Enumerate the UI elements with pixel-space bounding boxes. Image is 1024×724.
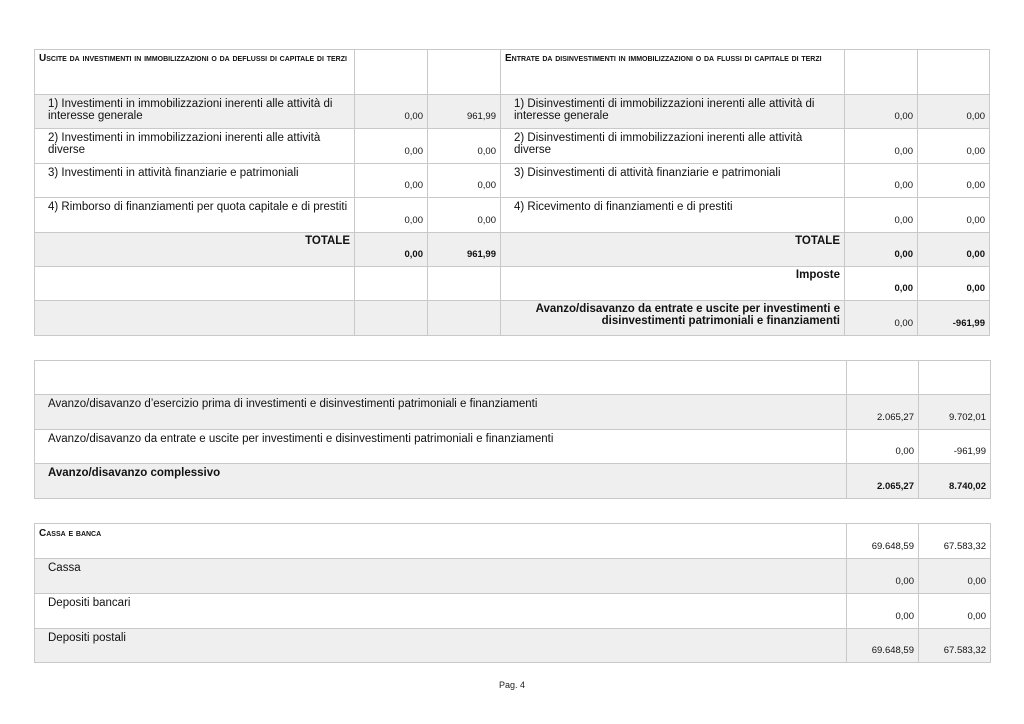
avanzo-investimenti-riepilogo-v1: 0,00 [847, 430, 919, 464]
avanzo-complessivo-v2: 8.740,02 [919, 464, 991, 499]
cassa-v1: 0,00 [847, 559, 919, 594]
entrate-row-3-v2: 0,00 [918, 164, 990, 198]
uscite-row-3-v1: 0,00 [355, 164, 428, 198]
cassa-banca-table [34, 523, 991, 663]
imposte-v1: 0,00 [845, 267, 918, 301]
entrate-totale-v1: 0,00 [845, 233, 918, 267]
uscite-row-3: 3) Investimenti in attività finanziarie e patrimoniali [35, 164, 355, 198]
entrate-row-4-v2: 0,00 [918, 198, 990, 233]
uscite-row-1: 1) Investimenti in immobilizzazioni inerenti alle attività di interesse generale [35, 95, 355, 129]
uscite-row-4-v1: 0,00 [355, 198, 428, 233]
uscite-row-2-v1: 0,00 [355, 129, 428, 164]
avanzo-investimenti-riepilogo-label: Avanzo/disavanzo da entrate e uscite per investimenti e disinvestimenti patrimoniali e finanziamenti [35, 430, 847, 464]
depositi-bancari-v1: 0,00 [847, 594, 919, 629]
investimenti-table [34, 49, 990, 336]
uscite-row-2-v2: 0,00 [428, 129, 501, 164]
cassa-v2: 0,00 [919, 559, 991, 594]
uscite-row-1-v2: 961,99 [428, 95, 501, 129]
uscite-totale-v2: 961,99 [428, 233, 501, 267]
entrate-row-1-v1: 0,00 [845, 95, 918, 129]
entrate-row-4-v1: 0,00 [845, 198, 918, 233]
entrate-row-2-v1: 0,00 [845, 129, 918, 164]
cassa-banca-v1: 69.648,59 [847, 524, 919, 559]
entrate-row-3-v1: 0,00 [845, 164, 918, 198]
entrate-totale-label: TOTALE [501, 233, 845, 267]
depositi-bancari-v2: 0,00 [919, 594, 991, 629]
entrate-totale-v2: 0,00 [918, 233, 990, 267]
entrate-row-4: 4) Ricevimento di finanziamenti e di prestiti [501, 198, 845, 233]
uscite-totale-v1: 0,00 [355, 233, 428, 267]
uscite-row-2: 2) Investimenti in immobilizzazioni inerenti alle attività diverse [35, 129, 355, 164]
avanzo-investimenti-label: Avanzo/disavanzo da entrate e uscite per investimenti e disinvestimenti patrimoniali e finanziamenti [501, 301, 845, 336]
uscite-row-3-v2: 0,00 [428, 164, 501, 198]
uscite-row-4: 4) Rimborso di finanziamenti per quota capitale e di prestiti [35, 198, 355, 233]
avanzo-investimenti-v2: -961,99 [918, 301, 990, 336]
avanzo-esercizio-v1: 2.065,27 [847, 395, 919, 430]
imposte-label: Imposte [501, 267, 845, 301]
avanzo-investimenti-riepilogo-v2: -961,99 [919, 430, 991, 464]
depositi-postali-label: Depositi postali [35, 629, 847, 663]
avanzo-complessivo-v1: 2.065,27 [847, 464, 919, 499]
cassa-banca-header: Cassa e banca [35, 524, 847, 559]
uscite-totale-label: TOTALE [35, 233, 355, 267]
entrate-row-1: 1) Disinvestimenti di immobilizzazioni inerenti alle attività di interesse generale [501, 95, 845, 129]
uscite-row-1-v1: 0,00 [355, 95, 428, 129]
depositi-postali-v2: 67.583,32 [919, 629, 991, 663]
uscite-row-4-v2: 0,00 [428, 198, 501, 233]
depositi-postali-v1: 69.648,59 [847, 629, 919, 663]
avanzo-esercizio-v2: 9.702,01 [919, 395, 991, 430]
depositi-bancari-label: Depositi bancari [35, 594, 847, 629]
avanzo-complessivo-label: Avanzo/disavanzo complessivo [35, 464, 847, 499]
cassa-label: Cassa [35, 559, 847, 594]
imposte-v2: 0,00 [918, 267, 990, 301]
avanzo-esercizio-label: Avanzo/disavanzo d’esercizio prima di investimenti e disinvestimenti patrimoniali e finanziamenti [35, 395, 847, 430]
uscite-header: Uscite da investimenti in immobilizzazioni o da deflussi di capitale di terzi [35, 50, 355, 95]
entrate-row-2: 2) Disinvestimenti di immobilizzazioni inerenti alle attività diverse [501, 129, 845, 164]
entrate-header: Entrate da disinvestimenti in immobilizzazioni o da flussi di capitale di terzi [501, 50, 845, 95]
page-number: Pag. 4 [498, 680, 526, 690]
entrate-row-1-v2: 0,00 [918, 95, 990, 129]
cassa-banca-v2: 67.583,32 [919, 524, 991, 559]
riepilogo-table [34, 360, 991, 499]
entrate-row-2-v2: 0,00 [918, 129, 990, 164]
entrate-row-3: 3) Disinvestimenti di attività finanziarie e patrimoniali [501, 164, 845, 198]
avanzo-investimenti-v1: 0,00 [845, 301, 918, 336]
